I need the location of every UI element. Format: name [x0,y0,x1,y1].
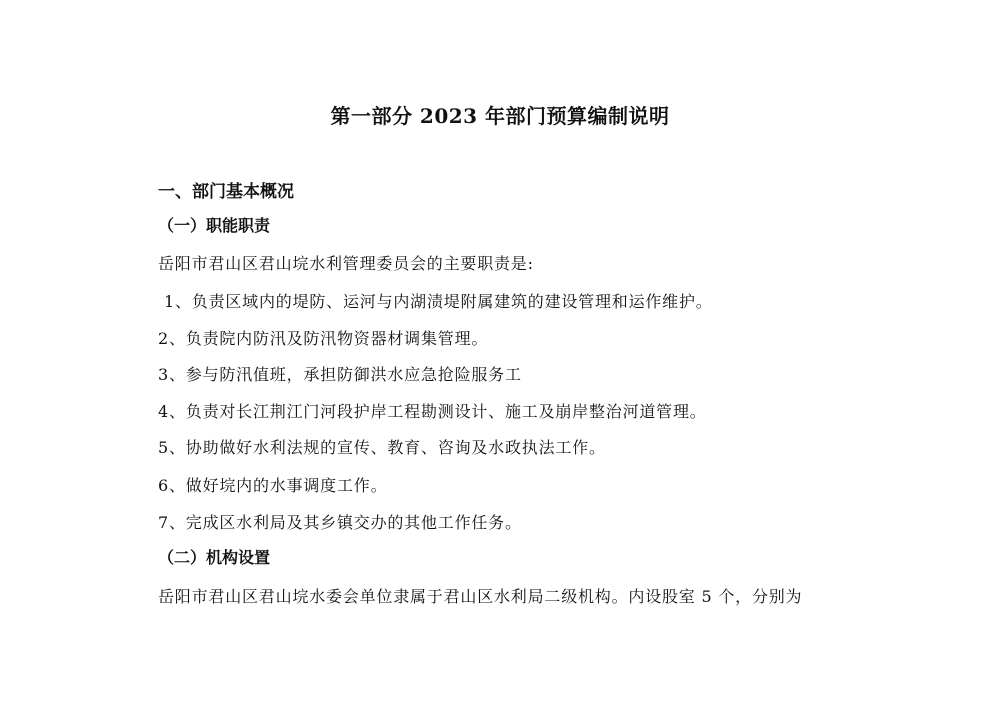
duty-item-1: 1、负责区域内的堤防、运河与内湖渍堤附属建筑的建设管理和运作维护。 [164,292,713,311]
duties-intro: 岳阳市君山区君山垸水利管理委员会的主要职责是: [158,254,534,273]
duty-item-4: 4、负责对长江荆江门河段护岸工程勘测设计、施工及崩岸整治河道管理。 [158,402,707,421]
document-title: 第一部分 2023 年部门预算编制说明 [330,104,670,128]
subsection-heading-organization: （二）机构设置 [158,548,271,567]
duty-item-2: 2、负责院内防汛及防汛物资器材调集管理。 [158,329,489,348]
organization-text: 岳阳市君山区君山垸水委会单位隶属于君山区水利局二级机构。内设股室 5 个，分别为 [158,587,803,606]
duty-item-7: 7、完成区水利局及其乡镇交办的其他工作任务。 [158,513,522,532]
subsection-heading-duties: （一）职能职责 [158,216,271,235]
duty-item-3: 3、参与防汛值班，承担防御洪水应急抢险服务工 [158,365,522,384]
duty-item-5: 5、协助做好水利法规的宣传、教育、咨询及水政执法工作。 [158,438,606,457]
duty-item-6: 6、做好垸内的水事调度工作。 [158,476,388,495]
section-heading-department-overview: 一、部门基本概况 [158,182,294,202]
